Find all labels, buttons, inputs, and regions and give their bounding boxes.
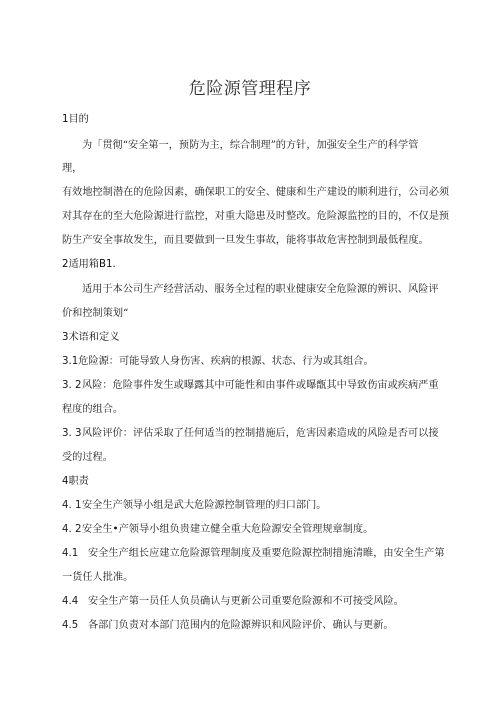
clause-number: 4.5	[62, 620, 79, 631]
clause-4-3-continuation: 一货任人批准。	[62, 572, 134, 583]
clause-text: 安全生产组长应建立危险源管理制度及重要危险源控制措施清睢，由安全生产第	[88, 548, 445, 559]
section-1-paragraph-line: 防生产安全事故发生，而且要做到一旦发生事故，能将事故危害控制到最低程度。	[62, 235, 429, 246]
section-1-paragraph-line: 理，	[62, 163, 83, 174]
clause-text: 风险：危险事件发生或曝露其中可能性和由事件或曝甑其中导致伤宙或疾病严重	[82, 380, 439, 391]
section-1-paragraph-line: 对其存在的至大危险源进行监控，对重大隐患及时整改。危险源监控的目的，不仅是预	[62, 211, 450, 222]
section-1-paragraph-line: 有效地控制潜在的危险因素，确保职工的安全、健康和生产建设的顺利进行，公司必须	[62, 187, 450, 198]
clause-number: 4. 1	[62, 500, 82, 511]
clause-number: 4.1	[62, 548, 79, 559]
clause-text: 风险评价：评估采取了任何适当的控制措施后，危害因素造成的风险是否可以接	[82, 428, 439, 439]
section-1-heading: 1目的	[62, 114, 89, 125]
clause-text: 各部门负责对本部门范围内的危险源辨识和风险评价、确认与更新。	[88, 620, 394, 631]
section-4-heading: 4职责	[62, 476, 89, 487]
section-2-heading: 2适用箱B1.	[62, 259, 116, 270]
clause-3-2-continuation: 程度的组合。	[62, 404, 124, 415]
clause-4-1	[62, 499, 327, 513]
section-1-paragraph-line: 为「贯彻“安全第一，预防为主，综合制理”的方针，加强安全生产的科学管	[82, 140, 419, 151]
clause-number: 4.4	[62, 596, 79, 607]
clause-text: 安全生•产领导小组负贵建立健全重大危险源安全管理规章制度。	[82, 524, 374, 535]
clause-3-1	[62, 355, 374, 369]
clause-text: 危险源：可能导致人身伤害、疾病的根源、状态、行为或其组合。	[78, 356, 374, 367]
clause-number: 3. 2	[62, 380, 82, 391]
section-3-heading: 3术语和定义	[62, 332, 120, 343]
clause-text: 安全生产第一员任人负员确认与更新公司重要危险源和不可接受风险。	[88, 596, 404, 607]
clause-4-4	[62, 595, 404, 609]
clause-number: 3.1	[62, 356, 79, 367]
clause-3-3-continuation: 受的过程。	[62, 452, 113, 463]
section-2-paragraph-line: 价和控制策划“	[62, 308, 129, 319]
clause-3-3	[62, 427, 439, 441]
page-title: 危险源管理程序	[188, 79, 312, 99]
clause-4-5	[62, 619, 394, 633]
clause-3-2	[62, 379, 439, 393]
clause-4-2	[62, 523, 373, 537]
clause-number: 4. 2	[62, 524, 82, 535]
clause-4-3	[62, 547, 445, 561]
section-2-paragraph-line: 适用于本公司生产经营活动、服务全过程的职业健康安全危险源的辨识、风险评	[82, 284, 439, 295]
clause-number: 3. 3	[62, 428, 82, 439]
clause-text: 安全生产领导小组是武大危险源控制管理的归口部门。	[82, 500, 327, 511]
